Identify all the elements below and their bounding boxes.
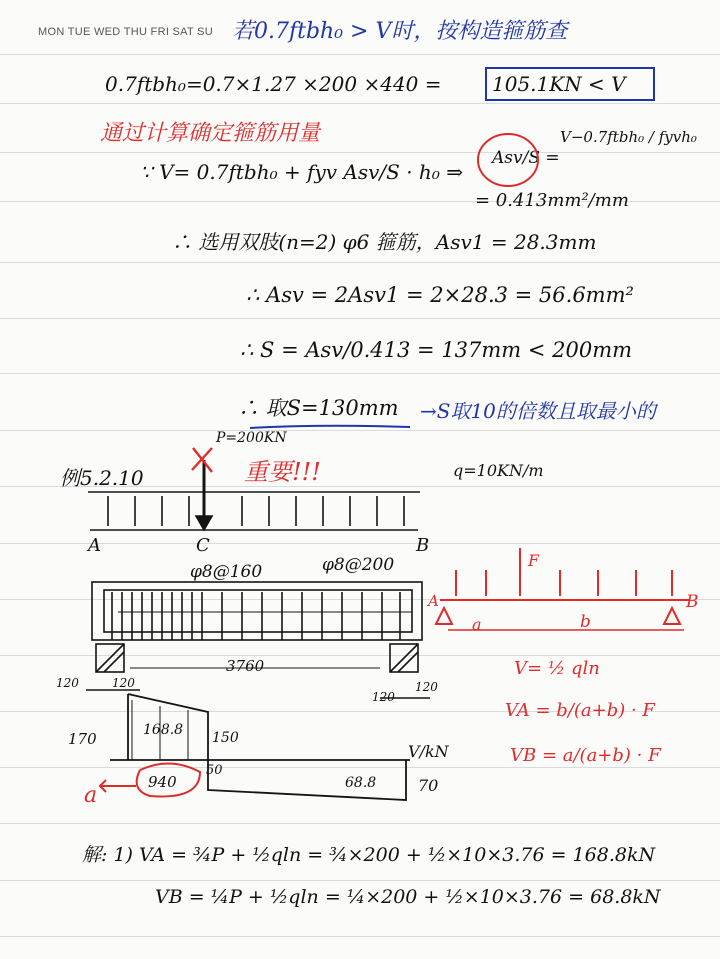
shear-b-value: 68.8 xyxy=(345,775,377,791)
side-dim-a-label: a xyxy=(472,615,482,634)
load-p-label: P=200KN xyxy=(216,430,287,446)
note-line-3-fraction: V−0.7ftbh₀ / fyvh₀ xyxy=(560,128,697,146)
stirrup-left-label: φ8@160 xyxy=(190,562,263,582)
shear-c-top-value: 150 xyxy=(212,730,239,746)
note-line-8-remark: →S取10的倍数且取最小的 xyxy=(420,399,656,423)
support-left-dim-2: 120 xyxy=(112,676,135,690)
load-diagram xyxy=(88,460,420,530)
shear-a-value: 168.8 xyxy=(143,722,184,738)
point-a-label: A xyxy=(88,535,101,556)
note-line-4: = 0.413mm²/mm xyxy=(475,190,629,211)
note-line-8: ∴ 取S=130mm xyxy=(238,396,399,420)
support-right-dim-2: 120 xyxy=(415,680,438,694)
point-c-label: C xyxy=(196,535,210,556)
note-line-2: 通过计算确定箍筋用量 xyxy=(100,121,321,146)
point-b-label: B xyxy=(416,535,430,556)
side-dim-b-label: b xyxy=(580,612,591,632)
note-line-1: 0.7ftbh₀=0.7×1.27 ×200 ×440 = xyxy=(105,72,442,96)
formula-va: VA = b/(a+b) · F xyxy=(505,700,655,721)
a-arrow xyxy=(100,780,136,792)
s-underline xyxy=(250,426,410,428)
a-dimension-circle xyxy=(137,763,200,796)
note-line-1-result: 105.1KN < V xyxy=(492,72,626,96)
weekday-header: MON TUE WED THU FRI SAT SU xyxy=(38,26,214,38)
shear-left-value: 170 xyxy=(68,730,97,748)
important-note: 重要!!! xyxy=(244,458,321,486)
support-left-dim-1: 120 xyxy=(56,676,79,690)
note-line-5: ∴ 选用双肢(n=2) φ6 箍筋，Asv1 = 28.3mm xyxy=(172,230,597,254)
example-label: 例5.2.10 xyxy=(60,466,144,490)
span-label: 3760 xyxy=(226,657,265,675)
shear-a-dimension: 940 xyxy=(148,773,177,791)
shear-unit-label: V/kN xyxy=(408,742,449,761)
note-line-6: ∴ Asv = 2Asv1 = 2×28.3 = 56.6mm² xyxy=(246,283,634,307)
beam-drawing xyxy=(86,582,430,698)
note-line-3-ratio: Asv/S = xyxy=(492,148,560,168)
side-end-a-label: A xyxy=(428,592,439,610)
note-line-3: ∵ V= 0.7ftbh₀ + fyv Asv/S · h₀ ⇒ xyxy=(140,160,463,184)
shear-a-label: a xyxy=(84,783,98,808)
solution-line-1: 解: 1) VA = ¾P + ½qln = ¾×200 + ½×10×3.76 = 168.8kN xyxy=(82,844,656,866)
side-end-b-label: B xyxy=(686,592,699,612)
solution-line-2: VB = ¼P + ½qln = ¼×200 + ½×10×3.76 = 68.8kN xyxy=(155,886,661,908)
note-line-7: ∴ S = Asv/0.413 = 137mm < 200mm xyxy=(240,338,633,362)
red-x-mark xyxy=(192,448,212,472)
formula-vb: VB = a/(a+b) · F xyxy=(510,745,661,766)
shear-diagram xyxy=(110,694,410,800)
formula-v: V= ½ qln xyxy=(514,658,600,679)
shear-right-value: 70 xyxy=(418,776,439,795)
note-line-0: 若0.7ftbh₀ > V时，按构造箍筋查 xyxy=(232,19,568,44)
support-right-dim-1: 120 xyxy=(372,690,395,704)
stirrup-right-label: φ8@200 xyxy=(322,555,395,575)
side-sketch xyxy=(436,548,690,630)
ratio-circle xyxy=(478,134,538,186)
shear-c-bottom-value: 50 xyxy=(206,763,223,778)
result-box xyxy=(486,68,654,100)
load-q-label: q=10KN/m xyxy=(453,461,544,480)
side-force-label: F xyxy=(528,551,540,570)
